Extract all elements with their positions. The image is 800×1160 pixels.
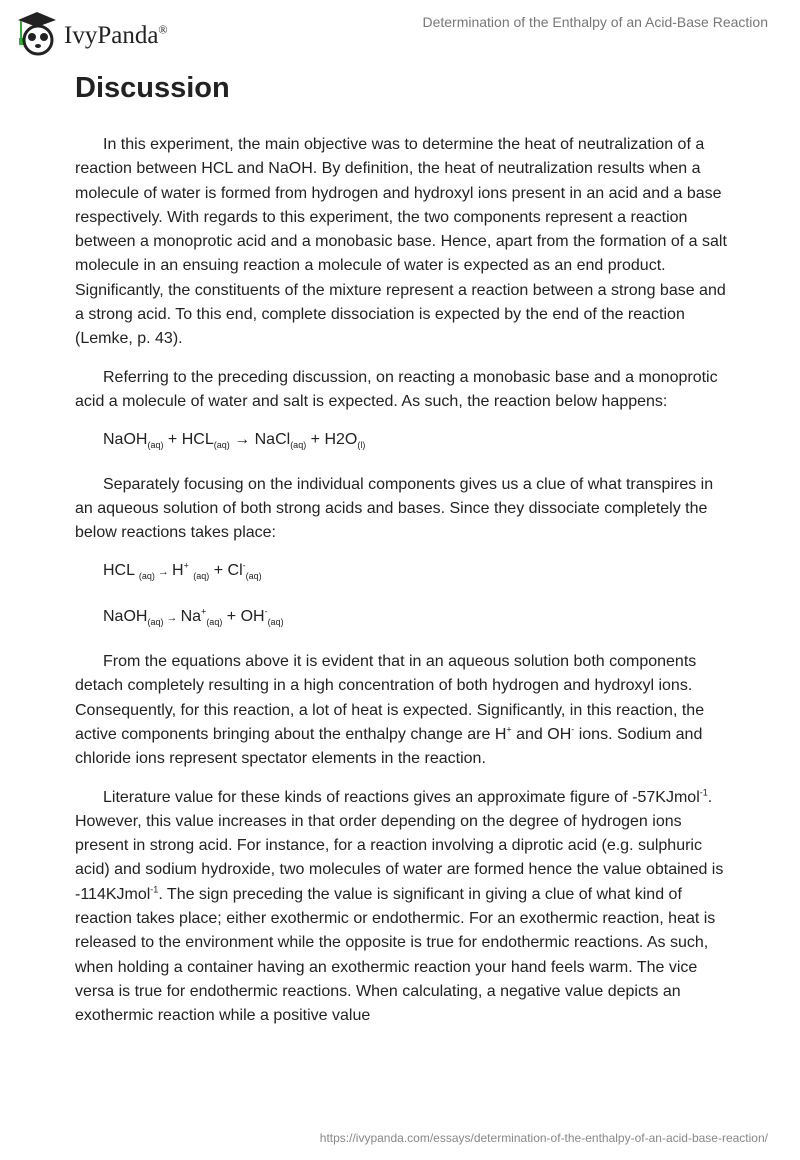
text-segment: + H2O [306, 431, 358, 449]
brand-label: IvyPanda [64, 22, 159, 49]
text-segment: → [154, 566, 172, 579]
brand-name [64, 22, 168, 50]
document-body [75, 133, 730, 1043]
document-title: Determination of the Enthalpy of an Acid-Base Reaction [422, 14, 768, 30]
text-segment: (aq) [138, 571, 155, 582]
text-segment: → NaCl [229, 431, 291, 449]
paragraph [75, 366, 730, 415]
text-segment: + OH [222, 607, 265, 625]
ivypanda-logo[interactable] [12, 8, 168, 58]
text-segment: . The sign preceding the value is significant in giving a clue of what kind of reaction takes place; either exothermic or endothermic. For an exothermic reaction, heat is released to the environment while the opposite is true for endothermic reactions. As such, when holding a container having an exothermic reaction your hand feels warm. The vice versa is true for endothermic reactions. When calculating, a negative value depicts an exothermic reaction while a positive value [75, 885, 716, 1025]
text-segment: + HCL [163, 431, 214, 449]
text-segment: → [163, 611, 181, 624]
equation [75, 559, 730, 584]
text-segment: NaOH [103, 431, 148, 449]
text-segment: ions. Sodium and chloride ions represent spectator elements in the reaction. [75, 725, 703, 768]
text-segment: + [506, 724, 512, 735]
text-segment: + [201, 606, 207, 617]
text-segment: Referring to the preceding discussion, on reacting a monobasic base and a monoprotic acid a molecule of water and salt is expected. As such, the reaction below happens: [75, 368, 718, 410]
text-segment: . However, this value increases in that order depending on the degree of hydrogen ions present in strong acid. For instance, for a reaction involving a diprotic acid (e.g. sulphuric acid) and sodium hydroxide, two molecules of water are formed hence the value obtained is -114KJmol [75, 788, 724, 903]
text-segment: -1 [699, 787, 708, 798]
text-segment: (aq) [267, 616, 284, 627]
text-segment: NaOH [103, 607, 148, 625]
text-segment: + Cl [209, 562, 243, 580]
text-segment: Literature value for these kinds of reactions gives an approximate figure of -57KJmol [103, 788, 700, 806]
text-segment: (aq) [290, 440, 307, 451]
text-segment: and OH [511, 725, 572, 743]
text-segment: HCL [103, 562, 139, 580]
text-segment: (aq) [213, 440, 230, 451]
text-segment: (aq) [206, 616, 223, 627]
text-segment: + [183, 561, 189, 572]
text-segment: Na [180, 607, 202, 625]
paragraph [75, 786, 730, 1029]
source-url[interactable]: https://ivypanda.com/essays/determination-of-the-enthalpy-of-an-acid-base-reaction/ [319, 1131, 768, 1145]
text-segment: (aq) [193, 571, 210, 582]
text-segment: (l) [357, 440, 366, 451]
text-segment: - [242, 561, 246, 572]
text-segment: Separately focusing on the individual components gives us a clue of what transpires in an aqueous solution of both strong acids and bases. Since they dissociate completely the below reactions takes place: [75, 475, 714, 542]
text-segment: (aq) [147, 440, 164, 451]
text-segment: In this experiment, the main objective was to determine the heat of neutralization of a reaction between HCL and NaOH. By definition, the heat of neutralization results when a molecule of water is formed from hydrogen and hydroxyl ions present in an acid and a base respectively. With regards to this experiment, the two components represent a reaction between a monoprotic acid and a monobasic base. Hence, apart from the formation of a salt molecule in an ensuing reaction a molecule of water is expected as an end product. Significantly, the constituents of the mixture represent a reaction between a strong base and a strong acid. To this end, complete dissociation is expected by the end of the reaction (Lemke, p. 43). [75, 136, 727, 348]
text-segment: (aq) [147, 616, 164, 627]
text-segment: - [264, 606, 268, 617]
paragraph [75, 473, 730, 546]
section-heading: Discussion [75, 72, 230, 104]
equation [75, 428, 730, 452]
paragraph [75, 650, 730, 771]
registered-mark: ® [158, 22, 168, 37]
text-segment: - [571, 724, 575, 735]
text-segment: H [172, 562, 184, 580]
text-segment: From the equations above it is evident that in an aqueous solution both components detach completely resulting in a high concentration of both hydrogen and hydroxyl ions. Consequently, for this reaction, a lot of heat is expected. Significantly, in this reaction, the active components bringing about the enthalpy change are H [75, 653, 705, 743]
text-segment: (aq) [245, 571, 262, 582]
equation [75, 605, 730, 630]
text-segment: -1 [150, 884, 159, 895]
paragraph [75, 133, 730, 352]
panda-graduate-icon [12, 8, 62, 58]
